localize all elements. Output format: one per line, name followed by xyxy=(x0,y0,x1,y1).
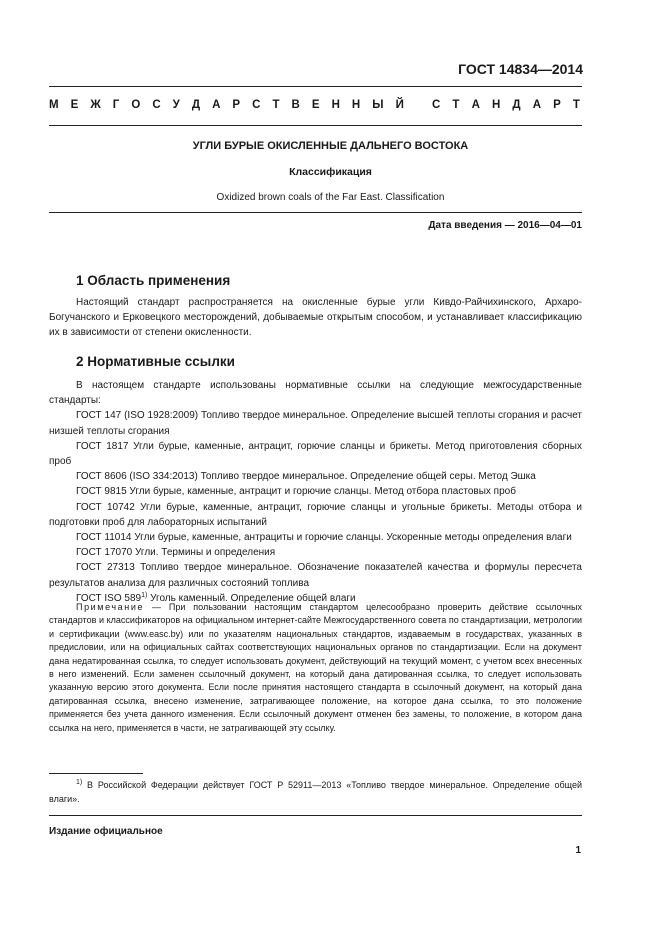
banner-letter: Н xyxy=(491,99,501,111)
page-number: 1 xyxy=(575,845,581,856)
footnote-text: В Российской Федерации действует ГОСТ Р 52911—2013 «Топливо твердое минеральное. Определение общей влаги». xyxy=(49,780,582,804)
reference-item: ГОСТ 8606 (ISO 334:2013) Топливо твердое минеральное. Определение общей серы. Метод Эшка xyxy=(76,471,536,483)
banner-letter: Р xyxy=(232,99,241,111)
banner-letter: М xyxy=(49,99,59,111)
banner-letter: Т xyxy=(452,99,460,111)
banner-letter: Д xyxy=(191,99,201,111)
section-1-paragraph: Настоящий стандарт распространяется на окисленные бурые угли Кивдо-Райчихинского, Архаро-Богучанского и Ерковецкого месторождений, добываемые открытым способом, и устанавливает классификацию их в зависимости от степени окисленности. xyxy=(49,297,582,339)
footnote xyxy=(49,778,582,806)
footnote-marker: 1) xyxy=(141,591,148,599)
banner-word-interstate xyxy=(49,99,404,111)
document-title: УГЛИ БУРЫЕ ОКИСЛЕННЫЕ ДАЛЬНЕГО ВОСТОКА xyxy=(192,140,469,152)
reference-rest: Уголь каменный. Определение общей влаги xyxy=(147,592,356,604)
introduction-date: Дата введения — 2016—04—01 xyxy=(428,220,582,231)
header-rule-top xyxy=(49,86,582,87)
footnote-mark: 1) xyxy=(76,779,83,786)
document-number: ГОСТ 14834—2014 xyxy=(458,61,583,77)
banner-letter: Е xyxy=(311,99,320,111)
section-1-heading: 1 Область применения xyxy=(76,273,231,288)
reference-item: ГОСТ 10742 Угли бурые, каменные, антрацит, горючие сланцы и угольные брикеты. Методы отбора и подготовки проб для лабораторных испытаний xyxy=(49,501,582,528)
banner-letter: Р xyxy=(553,99,561,111)
note-text: — При пользовании настоящим стандартом целесообразно проверить действие ссылочных стандартов и классификаторов на официальном интернет-сайте Межгосударственного совета по стандартизации, метрологии и сертификации (www.easc.by) или по указателям национальных стандартов, издаваемым в государствах, указанных в предисловии, или на официальных сайтах соответствующих национальных органов по стандартизации. Если на документ дана недатированная ссылка, то следует использовать документ, действующий на текущий момент, с учетом всех внесенных в него изменений. Если заменен ссылочный документ, на который дана датированная ссылка, то следует использовать указанную версию этого документа. Если после принятия настоящего стандарта в ссылочный документ, на который дана датированная ссылка, внесено изменение, затрагивающее положение, на которое дана ссылка, то это положение применяется без учета данного изменения. Если ссылочный документ отменен без замены, то положение, в котором дана ссылка на него, применяется в части, не затрагивающей эту ссылку. xyxy=(49,602,582,733)
note-paragraph xyxy=(49,601,582,735)
banner-letter: С xyxy=(432,99,441,111)
banner-letter: С xyxy=(252,99,261,111)
header-rule-bottom xyxy=(49,125,582,126)
banner-letter: А xyxy=(532,99,542,111)
reference-item: ГОСТ 11014 Угли бурые, каменные, антрациты и горючие сланцы. Ускоренные методы определения влаги xyxy=(76,532,572,544)
banner-letter: А xyxy=(471,99,480,111)
banner-letter: Н xyxy=(351,99,361,111)
reference-item: ГОСТ 27313 Топливо твердое минеральное. Обозначение показателей качества и формулы пересчета результатов анализа для различных состояний топлива xyxy=(49,562,582,589)
banner-letter: Е xyxy=(70,99,79,111)
footer-rule xyxy=(49,815,582,816)
note-label: Примечание xyxy=(76,602,145,612)
banner-letter: Н xyxy=(331,99,340,111)
section-1-body xyxy=(49,295,582,341)
reference-item: ГОСТ 9815 Угли бурые, каменные, антрацит и горючие сланцы. Метод отбора пластовых проб xyxy=(76,486,516,498)
footnote-separator xyxy=(49,773,143,774)
banner-letter: У xyxy=(172,99,180,111)
banner-letter: Ж xyxy=(90,99,101,111)
banner-letter: Г xyxy=(112,99,120,111)
banner-letter: С xyxy=(152,99,161,111)
footnote-paragraph xyxy=(49,778,582,806)
banner-letter: Д xyxy=(512,99,521,111)
section-2-body xyxy=(49,378,582,606)
reference-prefix: ГОСТ ISO 589 xyxy=(76,592,142,604)
official-edition-label: Издание официальное xyxy=(49,826,163,837)
standard-banner xyxy=(49,99,580,111)
banner-letter: Й xyxy=(395,99,404,111)
title-rule xyxy=(49,212,582,213)
reference-item: ГОСТ 147 (ISO 1928:2009) Топливо твердое минеральное. Определение высшей теплоты сгорания и расчет низшей теплоты сгорания xyxy=(49,410,582,437)
banner-letter: О xyxy=(131,99,141,111)
banner-word-standard xyxy=(432,99,580,111)
banner-letter: Т xyxy=(272,99,280,111)
section-2-intro: В настоящем стандарте использованы нормативные ссылки на следующие межгосударственные стандарты: xyxy=(49,380,582,407)
note-block xyxy=(49,601,582,735)
banner-letter: Т xyxy=(572,99,580,111)
banner-letter: В xyxy=(291,99,300,111)
english-title: Oxidized brown coals of the Far East. Classification xyxy=(216,192,445,203)
document-subtitle: Классификация xyxy=(289,166,372,178)
section-2-heading: 2 Нормативные ссылки xyxy=(76,354,235,369)
reference-item: ГОСТ 17070 Угли. Термины и определения xyxy=(76,547,276,559)
reference-item: ГОСТ 1817 Угли бурые, каменные, антрацит, горючие сланцы и брикеты. Метод приготовления сборных проб xyxy=(49,440,582,468)
banner-letter: А xyxy=(212,99,221,111)
banner-letter: Ы xyxy=(372,99,384,111)
